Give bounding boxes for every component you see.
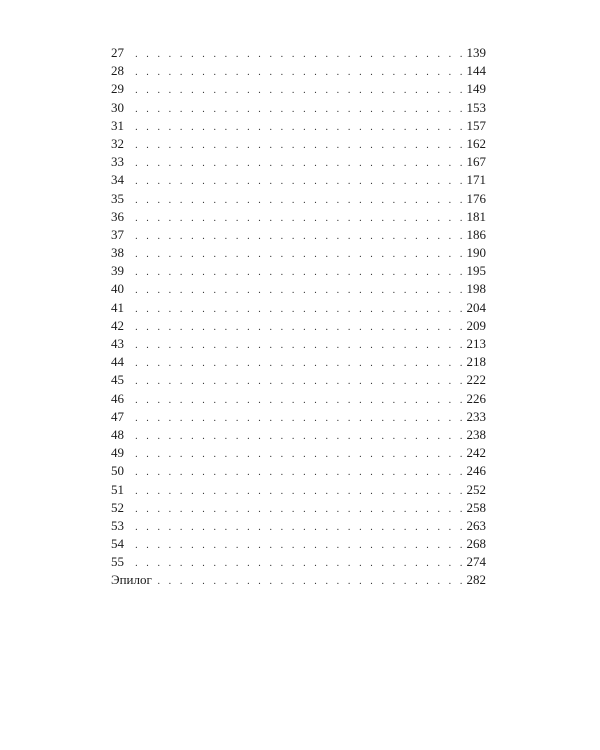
toc-entry-label: 44	[111, 354, 124, 370]
toc-dot-leader	[126, 446, 466, 464]
toc-dot-leader	[126, 137, 466, 155]
toc-entry-label: 33	[111, 154, 124, 170]
toc-entry-page-number: 263	[466, 517, 486, 533]
toc-entry-page-number: 282	[466, 572, 486, 588]
toc-entry-page-number: 153	[466, 99, 486, 115]
toc-entry-label: 52	[111, 499, 124, 515]
toc-entry-page-number: 242	[466, 445, 486, 461]
toc-entry-page-number: 171	[466, 172, 486, 188]
toc-entry	[111, 462, 486, 480]
toc-entry-label: 47	[111, 408, 124, 424]
toc-dot-leader	[126, 555, 466, 573]
toc-dot-leader	[126, 246, 466, 264]
toc-dot-leader	[126, 501, 466, 519]
toc-entry-label: 27	[111, 45, 124, 60]
toc-dot-leader	[126, 82, 466, 100]
toc-dot-leader	[126, 537, 466, 555]
toc-entry-page-number: 176	[466, 190, 486, 206]
toc-dot-leader	[126, 101, 466, 119]
toc-entry	[111, 353, 486, 371]
toc-entry	[111, 117, 486, 135]
toc-entry-label: 42	[111, 317, 124, 333]
toc-entry-label: 36	[111, 208, 124, 224]
toc-entry-label: 39	[111, 263, 124, 279]
toc-entry-label: 30	[111, 99, 124, 115]
toc-entry-label: 43	[111, 336, 124, 351]
toc-entry	[111, 299, 486, 317]
toc-entry-label: 54	[111, 536, 124, 552]
toc-entry-page-number: 186	[466, 226, 486, 242]
toc-entry-page-number: 213	[466, 336, 486, 351]
toc-entry	[111, 535, 486, 553]
toc-entry	[111, 153, 486, 171]
toc-entry	[111, 408, 486, 426]
toc-entry-label: Эпилог	[111, 572, 152, 588]
toc-dot-leader	[126, 228, 466, 246]
toc-dot-leader	[126, 373, 466, 391]
toc-entry	[111, 62, 486, 80]
toc-entry-page-number: 162	[466, 135, 486, 151]
toc-entry-page-number: 149	[466, 81, 486, 97]
toc-entry-page-number: 198	[466, 281, 486, 297]
toc-entry-page-number: 238	[466, 426, 486, 442]
toc-entry	[111, 226, 486, 244]
toc-entry-page-number: 195	[466, 263, 486, 279]
toc-dot-leader	[126, 264, 466, 282]
toc-dot-leader	[126, 155, 466, 173]
toc-entry-page-number: 209	[466, 317, 486, 333]
toc-dot-leader	[126, 483, 466, 501]
toc-entry	[111, 280, 486, 298]
toc-dot-leader	[126, 337, 466, 355]
toc-dot-leader	[126, 355, 466, 373]
toc-entry	[111, 499, 486, 517]
toc-dot-leader	[126, 282, 466, 300]
toc-entry-page-number: 190	[466, 245, 486, 261]
toc-entry	[111, 517, 486, 535]
toc-dot-leader	[126, 410, 466, 428]
toc-entry-page-number: 268	[466, 536, 486, 552]
toc-entry	[111, 44, 486, 62]
toc-entry	[111, 135, 486, 153]
toc-entry-page-number: 139	[466, 45, 486, 60]
toc-dot-leader	[126, 173, 466, 191]
toc-entry	[111, 80, 486, 98]
toc-entry	[111, 390, 486, 408]
table-of-contents	[111, 44, 486, 590]
toc-entry-label: 53	[111, 517, 124, 533]
toc-dot-leader	[126, 519, 466, 537]
toc-entry-label: 55	[111, 554, 124, 570]
toc-entry-label: 45	[111, 372, 124, 388]
toc-dot-leader	[126, 64, 466, 82]
toc-entry	[111, 99, 486, 117]
toc-entry	[111, 444, 486, 462]
toc-entry-label: 31	[111, 117, 124, 133]
toc-entry-page-number: 204	[466, 299, 486, 315]
toc-entry-label: 49	[111, 445, 124, 461]
toc-entry-label: 46	[111, 390, 124, 406]
toc-entry-page-number: 157	[466, 117, 486, 133]
toc-entry-label: 50	[111, 463, 124, 479]
toc-entry-page-number: 181	[466, 208, 486, 224]
toc-entry-page-number: 246	[466, 463, 486, 479]
toc-entry-label: 37	[111, 226, 124, 242]
toc-entry-label: 32	[111, 135, 124, 151]
toc-dot-leader	[126, 301, 466, 319]
toc-entry-page-number: 233	[466, 408, 486, 424]
toc-entry	[111, 190, 486, 208]
toc-entry	[111, 317, 486, 335]
toc-entry	[111, 553, 486, 571]
toc-dot-leader	[126, 46, 466, 64]
toc-entry-label: 35	[111, 190, 124, 206]
toc-entry-label: 38	[111, 245, 124, 261]
toc-entry-label: 34	[111, 172, 124, 188]
toc-dot-leader	[126, 210, 466, 228]
toc-dot-leader	[126, 119, 466, 137]
toc-entry	[111, 171, 486, 189]
toc-dot-leader	[154, 573, 466, 591]
toc-entry-page-number: 218	[466, 354, 486, 370]
toc-entry-page-number: 144	[466, 63, 486, 79]
toc-entry-label: 28	[111, 63, 124, 79]
toc-entry	[111, 426, 486, 444]
toc-entry-page-number: 167	[466, 154, 486, 170]
toc-dot-leader	[126, 428, 466, 446]
toc-entry-label: 40	[111, 281, 124, 297]
toc-dot-leader	[126, 464, 466, 482]
toc-dot-leader	[126, 192, 466, 210]
toc-entry	[111, 208, 486, 226]
toc-entry	[111, 335, 486, 353]
toc-dot-leader	[126, 392, 466, 410]
toc-entry	[111, 371, 486, 389]
toc-entry-page-number: 222	[466, 372, 486, 388]
toc-entry	[111, 571, 486, 589]
toc-entry	[111, 262, 486, 280]
toc-entry-label: 51	[111, 481, 124, 497]
toc-dot-leader	[126, 319, 466, 337]
toc-entry-page-number: 252	[466, 481, 486, 497]
toc-entry-label: 29	[111, 81, 124, 97]
toc-entry	[111, 244, 486, 262]
toc-entry	[111, 481, 486, 499]
toc-entry-page-number: 226	[466, 390, 486, 406]
toc-entry-page-number: 274	[466, 554, 486, 570]
toc-entry-page-number: 258	[466, 499, 486, 515]
toc-entry-label: 41	[111, 299, 124, 315]
toc-entry-label: 48	[111, 426, 124, 442]
